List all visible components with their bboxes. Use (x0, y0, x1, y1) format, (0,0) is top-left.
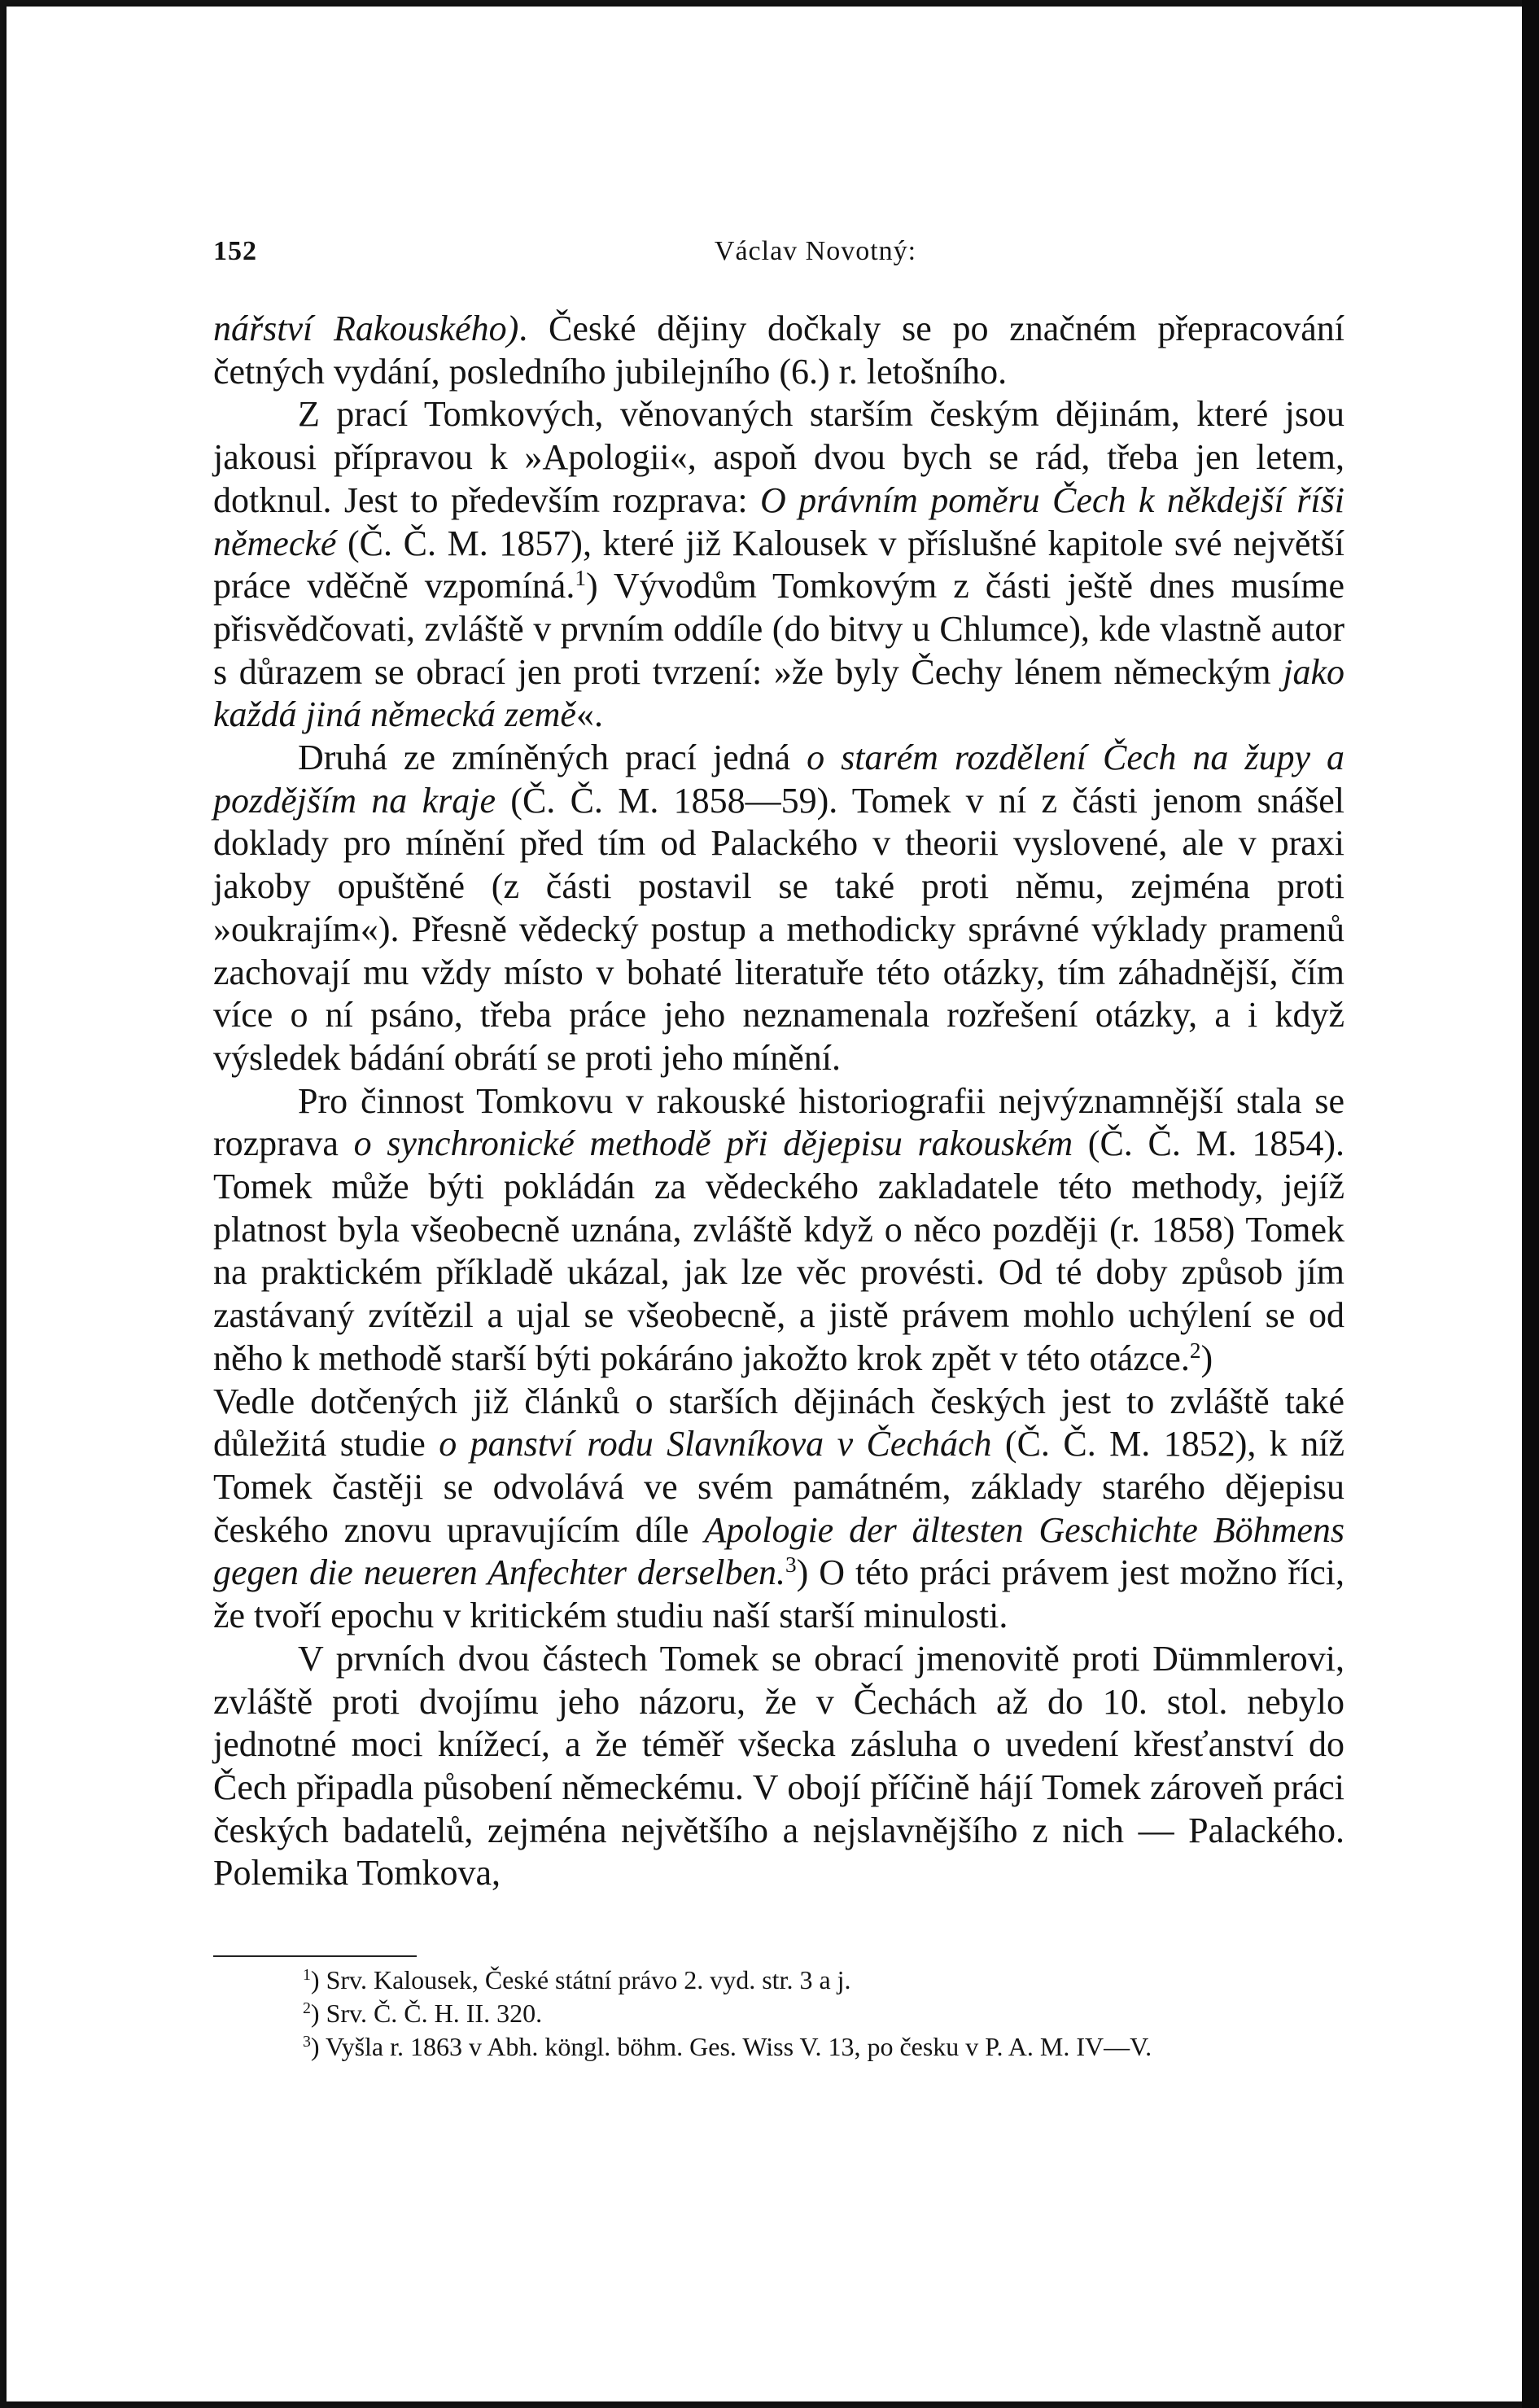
text-run: Z prací Tomkových, věnovaných starším českým dějinám, které jsou jakousi přípravou k »Apologii«, aspoň dvou bych se rád, třeba jen letem, dotknul. Jest to především rozprava: (213, 394, 1344, 520)
italic-title: jako každá jiná německá země (213, 651, 1344, 735)
text-run: Druhá ze zmíněných prací jedná (298, 738, 807, 778)
text-run: ) Vývodům Tomkovým z části ještě dnes musíme přisvědčovati, zvláště v prvním oddíle (do bitvy u Chlumce), kde vlastně autor s důrazem se obrací jen proti tvrzení: »že byly Čechy lénem německým (213, 566, 1344, 692)
paragraph (213, 1638, 1344, 1895)
text-run: (Č. Č. M. 1857), které již Kalousek v příslušné kapitole své největší práce vděčně vzpomíná. (213, 523, 1344, 606)
footnote-text: ) Srv. Kalousek, České státní právo 2. vyd. str. 3 a j. (310, 1965, 851, 1994)
italic-title: o starém rozdělení Čech na župy a pozdějším na kraje (213, 738, 1344, 821)
paragraph (213, 393, 1344, 737)
footnote (213, 1964, 1344, 1997)
text-run: V prvních dvou částech Tomek se obrací jmenovitě proti Dümmlerovi, zvláště proti dvojímu jeho názoru, že v Čechách až do 10. stol. nebylo jednotné moci knížecí, a že téměř všecka zásluha o uvedení křesťanství do Čech připadla působení německému. V obojí příčině hájí Tomek zároveň práci českých badatelů, zejména největšího a nejslavnějšího z nich — Palackého. Polemika Tomkova, (213, 1638, 1344, 1894)
text-run: (Č. Č. M. 1858—59). Tomek v ní z části jenom snášel doklady pro mínění před tím od Palackého v theorii vyslovené, ale v praxi jakoby opuštěné (z části postavil se také proti němu, zejména proti »oukrajím«). Přesně vědecký postup a methodicky správné výklady pramenů zachovají mu vždy místo v bohaté literatuře této otázky, tím záhadnější, čím více o ní psáno, třeba práce jeho neznamenala rozřešení otázky, a i když výsledek bádání obrátí se proti jeho mínění. (213, 780, 1345, 1078)
footnote-divider (213, 1955, 417, 1957)
paragraph (213, 737, 1344, 1080)
text-run: ) O této práci právem jest možno říci, že tvoří epochu v kritickém studiu naší starší minulosti. (213, 1552, 1345, 1636)
footnote (213, 2030, 1344, 2064)
text-run: ) (1200, 1338, 1213, 1378)
italic-title: Apologie der ältesten Geschichte Böhmens gegen die neueren Anfechter derselben. (213, 1509, 1344, 1593)
italic-title: O právním poměru Čech k někdejší říši německé (213, 479, 1344, 563)
footnote-ref: 3 (785, 1552, 797, 1578)
italic-title: o synchronické methodě při dějepisu rakouském (353, 1123, 1073, 1164)
footnote-mark: 3 (303, 2033, 311, 2051)
italic-title: nářství Rakouského) (213, 309, 519, 348)
footnote-text: ) Srv. Č. Č. H. II. 320. (310, 1999, 543, 2028)
footnote-mark: 1 (303, 1966, 311, 1985)
text-run: . České dějiny dočkaly se po značném přepracování četných vydání, posledního jubilejního (6.) r. letošního. (213, 309, 1344, 392)
footnote-ref: 1 (575, 566, 586, 591)
text-run: Vedle dotčených již článků o starších dějinách českých jest to zvláště také důležitá studie (213, 1381, 1344, 1465)
running-head-author: Václav Novotný: (714, 236, 917, 266)
footnote (213, 1997, 1344, 2030)
text-run: Pro činnost Tomkovu v rakouské historiografii nejvýznamnější stala se rozprava (213, 1080, 1344, 1164)
page-number: 152 (213, 236, 257, 266)
italic-title: o panství rodu Slavníkova v Čechách (439, 1424, 992, 1465)
paragraph (213, 1381, 1344, 1638)
paragraph (213, 1080, 1344, 1381)
footnotes (213, 1964, 1344, 2064)
paragraph (213, 308, 1344, 393)
body-text (213, 308, 1344, 1895)
text-run: «. (575, 694, 603, 735)
running-header (213, 228, 1336, 277)
footnote-mark: 2 (303, 1999, 311, 2018)
text-run: (Č. Č. M. 1854). Tomek může býti pokládán za vědeckého zakladatele této methody, jejíž platnost byla všeobecně uznána, zvláště když o něco později (r. 1858) Tomek na praktickém příkladě ukázal, jak lze věc provésti. Od té doby způsob jím zastávaný zvítězil a ujal se všeobecně, a jistě právem mohlo uchýlení se od něho k methodě starší býti pokáráno jakožto krok zpět v této otázce. (213, 1123, 1344, 1378)
footnote-text: ) Vyšla r. 1863 v Abh. köngl. böhm. Ges. Wiss V. 13, po česku v P. A. M. IV—V. (310, 2032, 1152, 2061)
footnote-ref: 2 (1189, 1338, 1201, 1363)
page-edge (1522, 0, 1539, 2408)
text-run: (Č. Č. M. 1852), k níž Tomek častěji se odvolává ve svém památném, základy starého dějepisu českého znovu upravujícím díle (213, 1424, 1344, 1550)
